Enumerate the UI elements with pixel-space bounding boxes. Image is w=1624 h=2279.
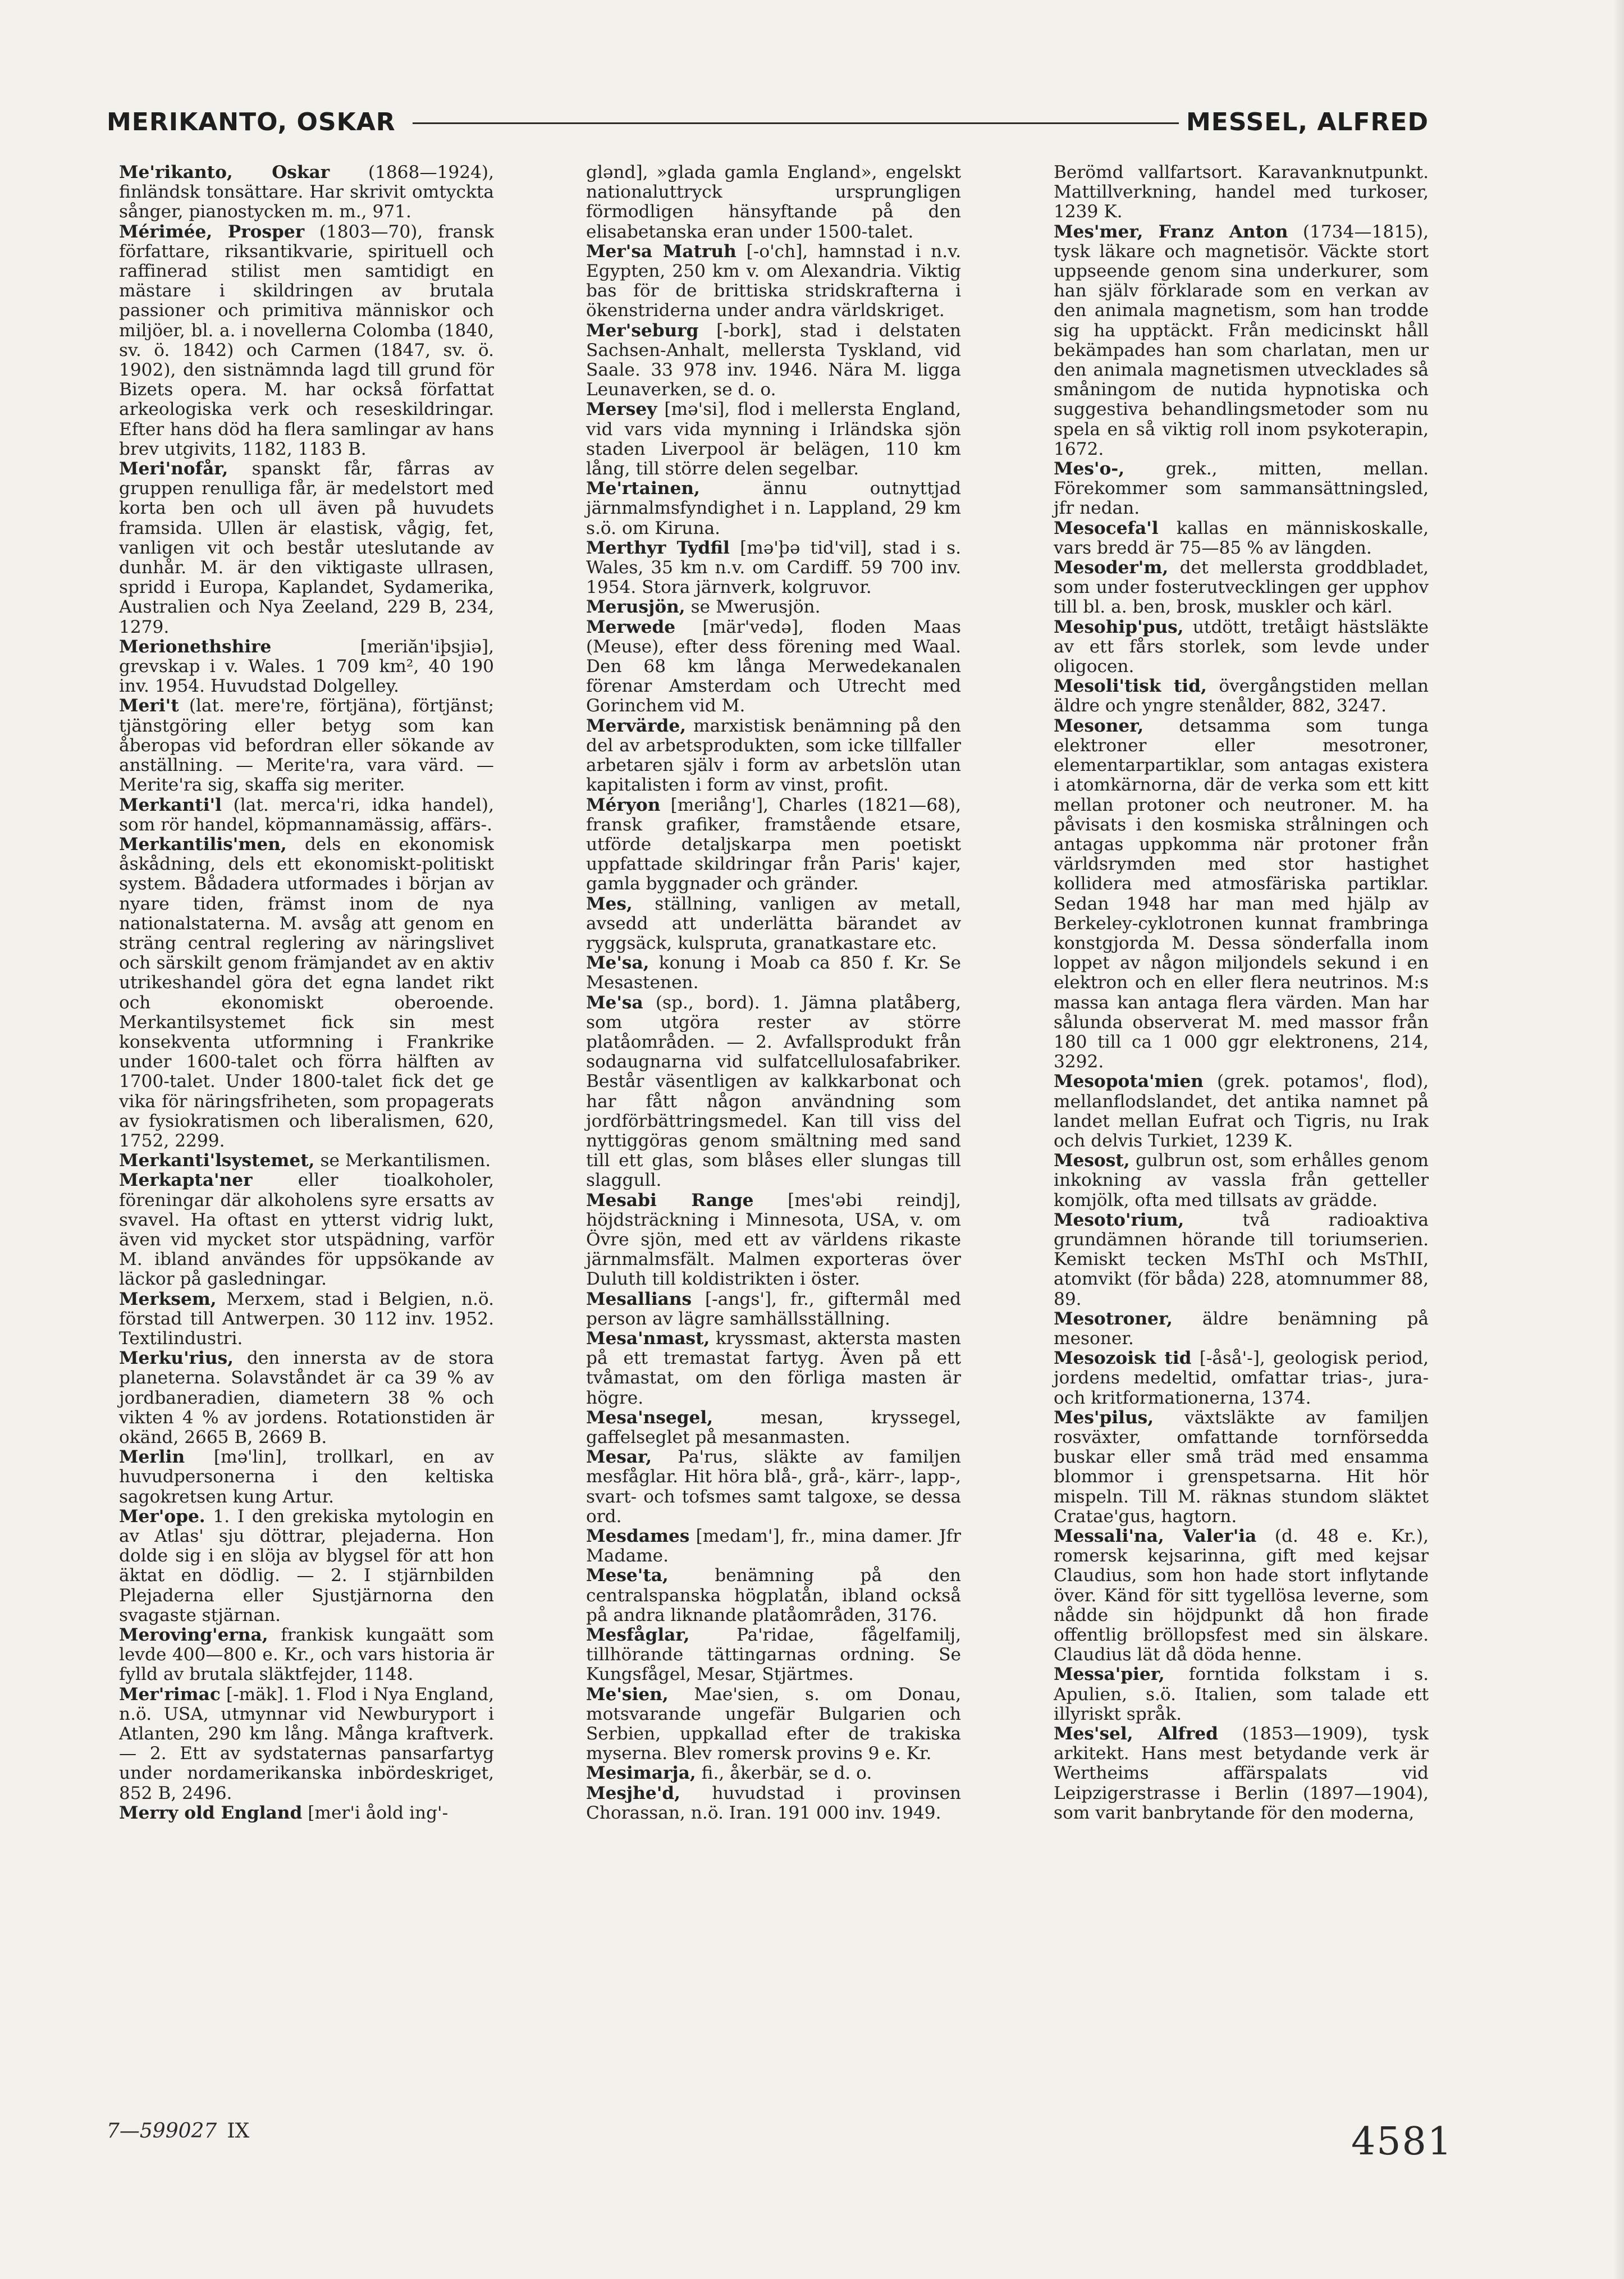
entry-definition: 1. I den grekiska mytologin en av Atlas' sju döttrar, plejaderna. Hon dolde sig i en slöja av blygsel för att hon äktat en dödlig. — 2. I stjärnbilden Plejaderna eller Sjustjärnorna den svagaste stjärnan. bbox=[119, 1506, 494, 1625]
entry-definition: [mə'þə tid'vil], stad i s. Wales, 35 km n.v. om Cardiff. 59 700 inv. 1954. Stora järnverk, kolgruvor. bbox=[586, 537, 961, 598]
entry-definition: äldre benämning på mesoner. bbox=[1054, 1308, 1429, 1349]
entry-definition: [-o'ch], hamnstad i n.v. Egypten, 250 km v. om Alexandria. Viktig bas för de brittiska stridskrafterna i ökenstriderna under andra världskriget. bbox=[586, 241, 961, 321]
entry-headword: Mesa'nsegel, bbox=[586, 1407, 713, 1428]
entry-definition: övergångstiden mellan äldre och yngre stenålder, 882, 3247. bbox=[1054, 676, 1429, 716]
dictionary-entry bbox=[574, 163, 961, 242]
entry-headword: Mesar, bbox=[586, 1447, 652, 1468]
entry-headword: Mes, bbox=[586, 893, 633, 914]
dictionary-entry bbox=[1041, 1349, 1429, 1408]
entry-headword: Mes'sel, Alfred bbox=[1054, 1724, 1218, 1744]
dictionary-entry bbox=[574, 321, 961, 400]
entry-definition: konung i Moab ca 850 f. Kr. Se Mesastenen. bbox=[586, 953, 961, 993]
dictionary-entry bbox=[574, 894, 961, 954]
entry-definition: två radioaktiva grundämnen hörande till toriumserien. Kemiskt tecken MsThI och MsThII, atomvikt (för båda) 228, atomnummer 88, 89. bbox=[1054, 1209, 1429, 1309]
entry-headword: Merkanti'lsystemet, bbox=[119, 1150, 315, 1171]
entry-definition: (1734—1815), tysk läkare och magnetisör. Väckte stort uppseende genom sina underkurer, som han själv förklarade som en verkan av den animala magnetism, som han trodde sig ha upptäckt. Från medicinskt håll bekämpades han som charlatan, men ur den animala magnetismen utvecklades så småningom de nutida hypnotiska och suggestiva behandlingsmetoder som nu spela en så viktig roll inom psykoterapin, 1672. bbox=[1054, 221, 1429, 459]
entry-definition: ännu outnyttjad järnmalmsfyndighet i n. Lappland, 29 km s.ö. om Kiruna. bbox=[586, 478, 961, 538]
dictionary-entry bbox=[107, 696, 494, 795]
entry-headword: Mesjhe'd, bbox=[586, 1783, 680, 1803]
entry-headword: Merkanti'l bbox=[119, 794, 222, 815]
running-head-right: MESSEL, ALFRED bbox=[1186, 108, 1429, 136]
dictionary-entry bbox=[1041, 716, 1429, 1072]
entry-definition: den innersta av de stora planeterna. Solavståndet är ca 39 % av jordbaneradien, diametern 38 % och vikten 4 % av jordens. Rotationstiden är okänd, 2665 B, 2669 B. bbox=[119, 1348, 494, 1447]
entry-definition: det mellersta groddbladet, som under fosterutvecklingen ger upphov till bl. a. ben, brosk, muskler och kärl. bbox=[1054, 558, 1429, 618]
entry-headword: Mesdames bbox=[586, 1526, 690, 1547]
entry-definition: växtsläkte av familjen rosväxter, omfattande tornförsedda buskar eller små träd med ensamma blommor i grenspetsarna. Hit hör mispeln. Till M. räknas stundom släktet Cratae'gus, hagtorn. bbox=[1054, 1407, 1429, 1527]
entry-headword: Merku'rius, bbox=[119, 1348, 234, 1369]
entry-headword: Mesabi Range bbox=[586, 1190, 754, 1211]
entry-headword: Merry old England bbox=[119, 1802, 303, 1823]
entry-headword: Meri't bbox=[119, 696, 179, 716]
dictionary-entry bbox=[574, 1566, 961, 1625]
entry-definition: [mə'lin], trollkarl, en av huvudpersonerna i den keltiska sagokretsen kung Artur. bbox=[119, 1447, 494, 1507]
dictionary-entry bbox=[107, 1507, 494, 1625]
dictionary-entry bbox=[107, 1349, 494, 1447]
dictionary-entry bbox=[107, 835, 494, 1151]
dictionary-entry bbox=[574, 1447, 961, 1527]
entry-headword: Mesozoisk tid bbox=[1054, 1348, 1192, 1369]
dictionary-entry bbox=[107, 459, 494, 637]
dictionary-entry bbox=[1041, 1309, 1429, 1349]
entry-definition: utdött, tretåigt hästsläkte av ett fårs storlek, som levde under oligocen. bbox=[1054, 616, 1429, 677]
entry-headword: Merlin bbox=[119, 1447, 185, 1468]
dictionary-entry bbox=[574, 993, 961, 1191]
dictionary-entry bbox=[107, 637, 494, 697]
entry-definition: frankisk kungaätt som levde 400—800 e. Kr., och vars historia är fylld av brutala släktfejder, 1148. bbox=[119, 1625, 494, 1685]
entry-headword: Me'sien, bbox=[586, 1684, 669, 1705]
dictionary-entry bbox=[1041, 519, 1429, 558]
entry-headword: Mes'pilus, bbox=[1054, 1407, 1154, 1428]
dictionary-entry bbox=[574, 953, 961, 993]
dictionary-entry bbox=[574, 400, 961, 479]
page-number: 4581 bbox=[1351, 2120, 1453, 2164]
dictionary-entry bbox=[1041, 1151, 1429, 1211]
entry-definition: dels en ekonomisk åskådning, dels ett ekonomiskt-politiskt system. Bådadera utformades i början av nyare tiden, främst inom de nya nationalstaterna. M. avsåg att genom en sträng central reglering av näringslivet och särskilt genom främjandet av en aktiv utrikeshandel göra det egna landet rikt och ekonomiskt oberoende. Merkantilsystemet fick sin mest konsekventa utformning i Frankrike under 1600-talet och förra hälften av 1700-talet. Under 1800-talet fick det ge vika för näringsfriheten, som propagerats av fysiokratismen och liberalismen, 620, 1752, 2299. bbox=[119, 834, 494, 1151]
entry-definition: ställning, vanligen av metall, avsedd att underlätta bärandet av ryggsäck, kulspruta, granatkastare etc. bbox=[586, 893, 961, 953]
entry-definition: forntida folkstam i s. Apulien, s.ö. Italien, som talade ett illyriskt språk. bbox=[1054, 1664, 1429, 1724]
entry-headword: Mer'rimac bbox=[119, 1684, 221, 1705]
dictionary-entry bbox=[574, 618, 961, 716]
entry-headword: Merthyr Tydfil bbox=[586, 537, 730, 558]
dictionary-entry bbox=[1041, 222, 1429, 459]
text-column-3 bbox=[1041, 163, 1429, 2038]
entry-definition: (d. 48 e. Kr.), romersk kejsarinna, gift med kejsar Claudius, som hon hade stort inflytande över. Känd för sitt tygellösa leverne, som nådde sin höjdpunkt då hon firade offentlig bröllopsfest med sin älskare. Claudius lät då döda henne. bbox=[1054, 1526, 1429, 1665]
dictionary-entry bbox=[107, 1447, 494, 1507]
running-head bbox=[107, 108, 1429, 147]
volume-number: IX bbox=[227, 2120, 250, 2143]
dictionary-entry bbox=[574, 1329, 961, 1408]
dictionary-entry bbox=[574, 716, 961, 796]
entry-definition: [mə'si], flod i mellersta England, vid vars vida mynning i Irländska sjön staden Liverpool är belägen, 110 km lång, till större delen segelbar. bbox=[586, 399, 961, 479]
dictionary-entry bbox=[107, 796, 494, 835]
entry-definition: (sp., bord). 1. Jämna platåberg, som utgöra rester av större platåområden. — 2. Avfallsprodukt från sodaugnarna vid sulfatcellulosafabriker. Består väsentligen av kalkkarbonat och har fått någon användning som jordförbättringsmedel. Kan till viss del nyttiggöras genom smältning med sand till ett glas, som blåses eller slungas till slaggull. bbox=[586, 992, 961, 1191]
entry-headword: Merkantilis'men, bbox=[119, 834, 287, 855]
entry-definition: (1868—1924), finländsk tonsättare. Har skrivit omtyckta sånger, pianostycken m. m., 971. bbox=[119, 163, 494, 222]
entry-definition: Pa'ridae, fågelfamilj, tillhörande tättingarnas ordning. Se Kungsfågel, Mesar, Stjärtmes. bbox=[586, 1625, 961, 1685]
entry-headword: Mer'ope. bbox=[119, 1506, 205, 1527]
entry-headword: Meri'nofår, bbox=[119, 459, 228, 479]
dictionary-entry bbox=[574, 1764, 961, 1783]
dictionary-entry bbox=[574, 1685, 961, 1764]
entry-headword: Mesoli'tisk tid, bbox=[1054, 676, 1207, 697]
entry-headword: Mesoder'm, bbox=[1054, 558, 1169, 578]
entry-definition: [mes'əbi reindj], höjdsträckning i Minnesota, USA, v. om Övre sjön, med ett av världens rikaste järnmalmsfält. Malmen exporteras över Duluth till koldistrikten i öster. bbox=[586, 1190, 961, 1290]
entry-definition: (lat. merca'ri, idka handel), som rör handel, köpmannamässig, affärs-. bbox=[119, 794, 494, 835]
entry-headword: Merkapta'ner bbox=[119, 1170, 253, 1191]
dictionary-entry bbox=[107, 1685, 494, 1803]
entry-headword: Me'rikanto, Oskar bbox=[119, 163, 330, 182]
footer-signature bbox=[107, 2120, 249, 2143]
dictionary-entry bbox=[1041, 459, 1429, 519]
entry-headword: Mesfåglar, bbox=[586, 1625, 690, 1646]
dictionary-entry bbox=[1041, 1665, 1429, 1724]
dictionary-entry bbox=[574, 796, 961, 894]
entry-headword: Mersey bbox=[586, 399, 657, 420]
entry-headword: Mesocefa'l bbox=[1054, 518, 1159, 538]
entry-definition: [-bork], stad i delstaten Sachsen-Anhalt, mellersta Tyskland, vid Saale. 33 978 inv. 1946. Nära M. ligga Leunaverken, se d. o. bbox=[586, 320, 961, 400]
entry-headword: Mesoto'rium, bbox=[1054, 1209, 1184, 1230]
dictionary-entry bbox=[107, 222, 494, 459]
dictionary-entry bbox=[574, 597, 961, 617]
entry-definition: Pa'rus, släkte av familjen mesfåglar. Hit höra blå-, grå-, kärr-, lapp-, svart- och tofsmes samt talgoxe, se dessa ord. bbox=[586, 1447, 961, 1527]
entry-headword: Merusjön, bbox=[586, 597, 685, 618]
dictionary-entry bbox=[574, 242, 961, 321]
page-edge-shadow bbox=[1613, 0, 1624, 2279]
dictionary-entry bbox=[107, 1171, 494, 1289]
running-head-left: MERIKANTO, OSKAR bbox=[107, 108, 396, 136]
dictionary-entry bbox=[107, 1151, 494, 1171]
entry-headword: Mer'sa Matruh bbox=[586, 241, 736, 262]
entry-headword: Mesallians bbox=[586, 1289, 692, 1309]
dictionary-entry bbox=[574, 479, 961, 538]
dictionary-entry bbox=[107, 1803, 494, 1823]
entry-definition: Mae'sien, s. om Donau, motsvarande ungefär Bulgarien och Serbien, uppkallad efter de trakiska myserna. Blev romersk provins 9 e. Kr. bbox=[586, 1684, 961, 1764]
dictionary-entry bbox=[1041, 163, 1429, 222]
dictionary-entry bbox=[574, 1290, 961, 1329]
entry-definition: Berömd vallfartsort. Karavanknutpunkt. Mattillverkning, handel med turkoser, 1239 K. bbox=[1054, 163, 1429, 222]
dictionary-entry bbox=[574, 1625, 961, 1685]
entry-headword: Merwede bbox=[586, 616, 676, 637]
entry-headword: Merionethshire bbox=[119, 636, 272, 657]
entry-headword: Mes'o-, bbox=[1054, 459, 1125, 479]
entry-definition: [medam'], fr., mina damer. Jfr Madame. bbox=[586, 1526, 961, 1566]
entry-headword: Mervärde, bbox=[586, 715, 687, 736]
entry-definition: [-mäk]. 1. Flod i Nya England, n.ö. USA, utmynnar vid Newburyport i Atlanten, 290 km lång. Många kraftverk. — 2. Ett av sydstaternas pansarfartyg under nordamerikanska inbördeskriget, 852 B, 2496. bbox=[119, 1684, 494, 1803]
entry-headword: Mer'seburg bbox=[586, 320, 699, 341]
dictionary-entry bbox=[1041, 1527, 1429, 1665]
entry-headword: Meroving'erna, bbox=[119, 1625, 268, 1646]
entry-definition: kallas en människoskalle, vars bredd är 75—85 % av längden. bbox=[1054, 518, 1429, 558]
dictionary-entry bbox=[1041, 1072, 1429, 1151]
entry-headword: Mesoner, bbox=[1054, 715, 1144, 736]
text-column-1 bbox=[107, 163, 494, 2041]
entry-definition: (grek. potamos', flod), mellanflodslandet, det antika namnet på landet mellan Eufrat och Tigris, nu Irak och delvis Turkiet, 1239 K. bbox=[1054, 1071, 1429, 1151]
entry-headword: Mese'ta, bbox=[586, 1565, 669, 1586]
entry-headword: Mesa'nmast, bbox=[586, 1328, 710, 1349]
dictionary-entry bbox=[107, 1290, 494, 1349]
entry-headword: Messa'pier, bbox=[1054, 1664, 1165, 1685]
entry-definition: fi., åkerbär, se d. o. bbox=[696, 1763, 872, 1784]
entry-headword: Messali'na, Valer'ia bbox=[1054, 1526, 1257, 1547]
dictionary-entry bbox=[1041, 677, 1429, 716]
entry-definition: se Merkantilismen. bbox=[314, 1150, 491, 1171]
entry-headword: Mesost, bbox=[1054, 1150, 1130, 1171]
dictionary-entry bbox=[1041, 558, 1429, 618]
entry-definition: [-åså'-], geologisk period, jordens medeltid, omfattar trias-, jura- och kritformationerna, 1374. bbox=[1054, 1348, 1429, 1408]
dictionary-entry bbox=[1041, 1211, 1429, 1309]
entry-headword: Me'sa, bbox=[586, 953, 649, 974]
dictionary-entry bbox=[107, 163, 494, 222]
entry-definition: [meriăn'iþsjiə], grevskap i v. Wales. 1 709 km², 40 190 inv. 1954. Huvudstad Dolgelley. bbox=[119, 636, 494, 697]
entry-definition: (1803—70), fransk författare, riksantikvarie, spirituell och raffinerad stilist men samtidigt en mästare i skildringen av brutala passioner och primitiva människor och miljöer, bl. a. i novellerna Colomba (1840, sv. ö. 1842) och Carmen (1847, sv. ö. 1902), den sistnämnda lagd till grund för Bizets opera. M. har också författat arkeologiska verk och reseskildringar. Efter hans död ha flera samlingar av hans brev utgivits, 1182, 1183 B. bbox=[119, 221, 494, 459]
entry-definition: grek., mitten, mellan. Förekommer som sammansättningsled, jfr nedan. bbox=[1054, 459, 1429, 519]
entry-definition: (lat. mere're, förtjäna), förtjänst; tjänstgöring eller betyg som kan åberopas vid befordran eller sökande av anställning. — Merite'ra, vara värd. — Merite'ra sig, skaffa sig meriter. bbox=[119, 696, 494, 796]
entry-headword: Mérimée, Prosper bbox=[119, 221, 305, 242]
entry-definition: [-angs'], fr., giftermål med person av lägre samhällsställning. bbox=[586, 1289, 961, 1329]
entry-headword: Mes'mer, Franz Anton bbox=[1054, 221, 1288, 242]
dictionary-entry bbox=[574, 1784, 961, 1823]
entry-definition: eller tioalkoholer, föreningar där alkoholens syre ersatts av svavel. Ha oftast en ytterst vidrig lukt, även vid mycket stor utspädning, varför M. ibland användes för uppsökande av läckor på gasledningar. bbox=[119, 1170, 494, 1290]
dictionary-entry bbox=[574, 1527, 961, 1566]
dictionary-entry bbox=[107, 1625, 494, 1685]
entry-headword: Mesotroner, bbox=[1054, 1308, 1173, 1329]
entry-definition: detsamma som tunga elektroner eller mesotroner, elementarpartiklar, som antagas existera i atomkärnorna, där de verka som ett kitt mellan protoner och neutroner. M. ha påvisats i den kosmiska strålningen och antagas uppkomma när protoner från världsrymden med stor hastighet kollidera med atmosfäriska partiklar. Sedan 1948 har man med hjälp av Berkeley-cyklotronen kunnat frambringa konstgjorda M. Dessa sönderfalla inom loppet av någon miljondels sekund i en elektron och en eller flera neutrinos. M:s massa kan antaga flera värden. Man har sålunda observerat M. med massor från 180 till ca 1 000 ggr elektronens, 214, 3292. bbox=[1054, 715, 1429, 1072]
entry-definition: spanskt får, fårras av gruppen renulliga får, är medelstort med korta ben och ull även på huvudets framsida. Ullen är elastisk, vågig, fet, vanligen vit och består uteslutande av dunhår. M. är den viktigaste ullrasen, spridd i Europa, Kaplandet, Sydamerika, Australien och Nya Zeeland, 229 B, 234, 1279. bbox=[119, 459, 494, 637]
entry-definition: glənd], »glada gamla England», engelskt nationaluttryck ursprungligen förmodligen hänsyftande på den elisabetanska eran under 1500-talet. bbox=[586, 163, 961, 242]
entry-definition: (1853—1909), tysk arkitekt. Hans mest betydande verk är Wertheims affärspalats vid Leipzigerstrasse i Berlin (1897—1904), som varit banbrytande för den moderna, bbox=[1054, 1724, 1429, 1823]
entry-definition: huvudstad i provinsen Chorassan, n.ö. Iran. 191 000 inv. 1949. bbox=[586, 1783, 961, 1823]
entry-headword: Mesohip'pus, bbox=[1054, 616, 1184, 637]
dictionary-entry bbox=[574, 538, 961, 598]
entry-headword: Mesimarja, bbox=[586, 1763, 696, 1784]
entry-headword: Méryon bbox=[586, 794, 661, 815]
entry-definition: mesan, kryssegel, gaffelseglet på mesanmasten. bbox=[586, 1407, 961, 1447]
entry-definition: kryssmast, aktersta masten på ett tremastat fartyg. Även på ett tvåmastat, om den förliga masten är högre. bbox=[586, 1328, 961, 1408]
entry-definition: se Mwerusjön. bbox=[685, 597, 821, 618]
printer-signature: 7—599027 bbox=[107, 2120, 217, 2143]
entry-headword: Me'rtainen, bbox=[586, 478, 700, 499]
entry-definition: Merxem, stad i Belgien, n.ö. förstad till Antwerpen. 30 112 inv. 1952. Textilindustri. bbox=[119, 1289, 494, 1349]
entry-definition: [mer'i åold ing'- bbox=[302, 1802, 449, 1823]
dictionary-entry bbox=[1041, 1724, 1429, 1823]
entry-definition: [meriång'], Charles (1821—68), fransk grafiker, framstående etsare, utförde detaljskarpa men poetiskt uppfattade skildringar från Paris' kajer, gamla byggnader och gränder. bbox=[586, 794, 961, 894]
text-column-2 bbox=[574, 163, 961, 2038]
entry-headword: Merksem, bbox=[119, 1289, 217, 1309]
dictionary-entry bbox=[574, 1408, 961, 1447]
dictionary-entry bbox=[1041, 618, 1429, 677]
running-head-rule bbox=[413, 122, 1179, 124]
entry-definition: gulbrun ost, som erhålles genom inkokning av vassla från getteller komjölk, ofta med tillsats av grädde. bbox=[1054, 1150, 1429, 1211]
entry-definition: marxistisk benämning på den del av arbetsprodukten, som icke tillfaller arbetaren själv i form av arbetslön utan kapitalisten i form av vinst, profit. bbox=[586, 715, 961, 796]
entry-definition: [mär'vedə], floden Maas (Meuse), efter dess förening med Waal. Den 68 km långa Merwedekanalen förenar Amsterdam och Utrecht med Gorinchem vid M. bbox=[586, 616, 961, 716]
entry-definition: benämning på den centralspanska högplatån, ibland också på andra liknande platåområden, 3176. bbox=[586, 1565, 961, 1625]
entry-headword: Mesopota'mien bbox=[1054, 1071, 1204, 1092]
dictionary-entry bbox=[1041, 1408, 1429, 1527]
dictionary-entry bbox=[574, 1191, 961, 1290]
entry-headword: Me'sa bbox=[586, 992, 643, 1013]
